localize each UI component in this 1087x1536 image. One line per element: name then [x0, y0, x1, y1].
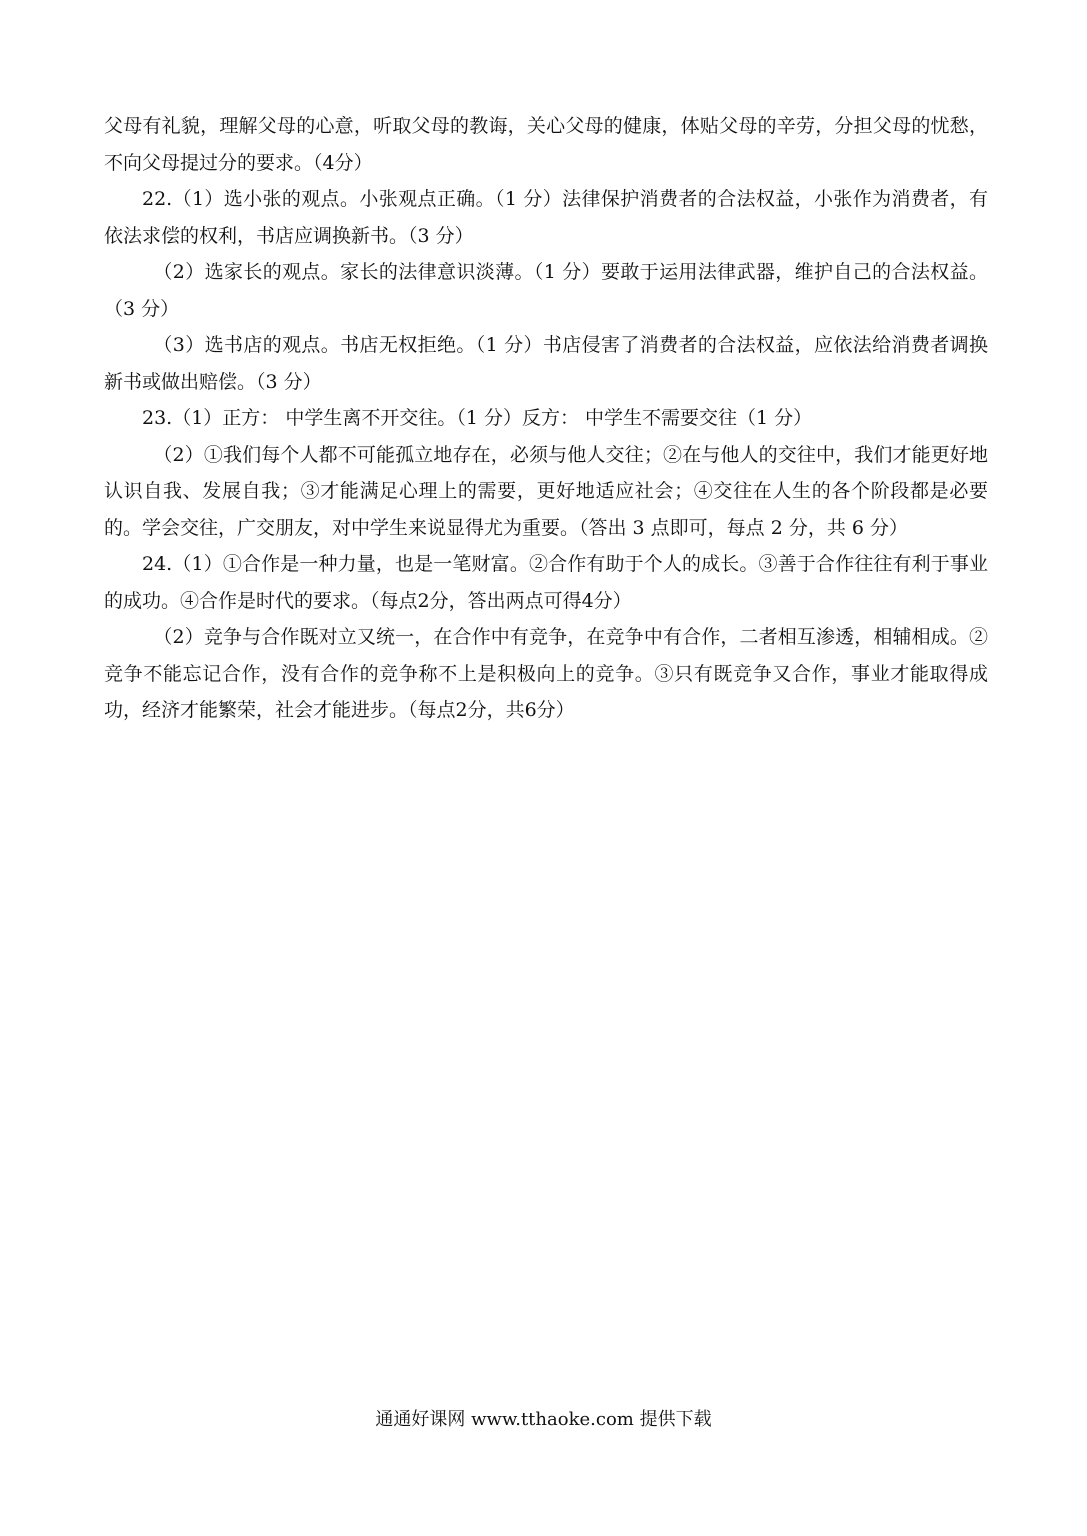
- answer-23-part-2: （2）①我们每个人都不可能孤立地存在，必须与他人交往；②在与他人的交往中，我们才能更好地认识自我、发展自我；③才能满足心理上的需要，更好地适应社会；④交往在人生的各个阶段都是必要的。学会交往，广交朋友，对中学生来说显得尤为重要。（答出 3 点即可，每点 2 分，共 6 分）: [104, 443, 988, 539]
- paragraph-continuation: 父母有礼貌，理解父母的心意，听取父母的教诲，关心父母的健康，体贴父母的辛劳，分担父母的忧愁，不向父母提过分的要求。（4分）: [104, 115, 988, 174]
- answer-24-part-2: （2）竞争与合作既对立又统一，在合作中有竞争，在竞争中有合作，二者相互渗透，相辅相成。②竞争不能忘记合作，没有合作的竞争称不上是积极向上的竞争。③只有既竞争又合作，事业才能取得成功，经济才能繁荣，社会才能进步。（每点2分，共6分）: [104, 626, 988, 721]
- answer-22-part-1: 22.（1）选小张的观点。小张观点正确。（1 分）法律保护消费者的合法权益，小张作为消费者，有依法求偿的权利，书店应调换新书。（3 分）: [104, 188, 988, 247]
- answer-22-part-3: （3）选书店的观点。书店无权拒绝。（1 分）书店侵害了消费者的合法权益，应依法给消费者调换新书或做出赔偿。（3 分）: [104, 334, 988, 393]
- answer-24-part-1: 24.（1）①合作是一种力量，也是一笔财富。②合作有助于个人的成长。③善于合作往往有利于事业的成功。④合作是时代的要求。（每点2分，答出两点可得4分）: [104, 553, 988, 612]
- answer-22-part-2: （2）选家长的观点。家长的法律意识淡薄。（1 分）要敢于运用法律武器，维护自己的合法权益。（3 分）: [104, 261, 988, 320]
- page-footer: 通通好课网 www.tthaoke.com 提供下载: [375, 1409, 712, 1430]
- answer-23-part-1: 23.（1）正方： 中学生离不开交往。（1 分）反方： 中学生不需要交往（1 分）: [142, 407, 813, 429]
- answer-key-content: [104, 108, 988, 729]
